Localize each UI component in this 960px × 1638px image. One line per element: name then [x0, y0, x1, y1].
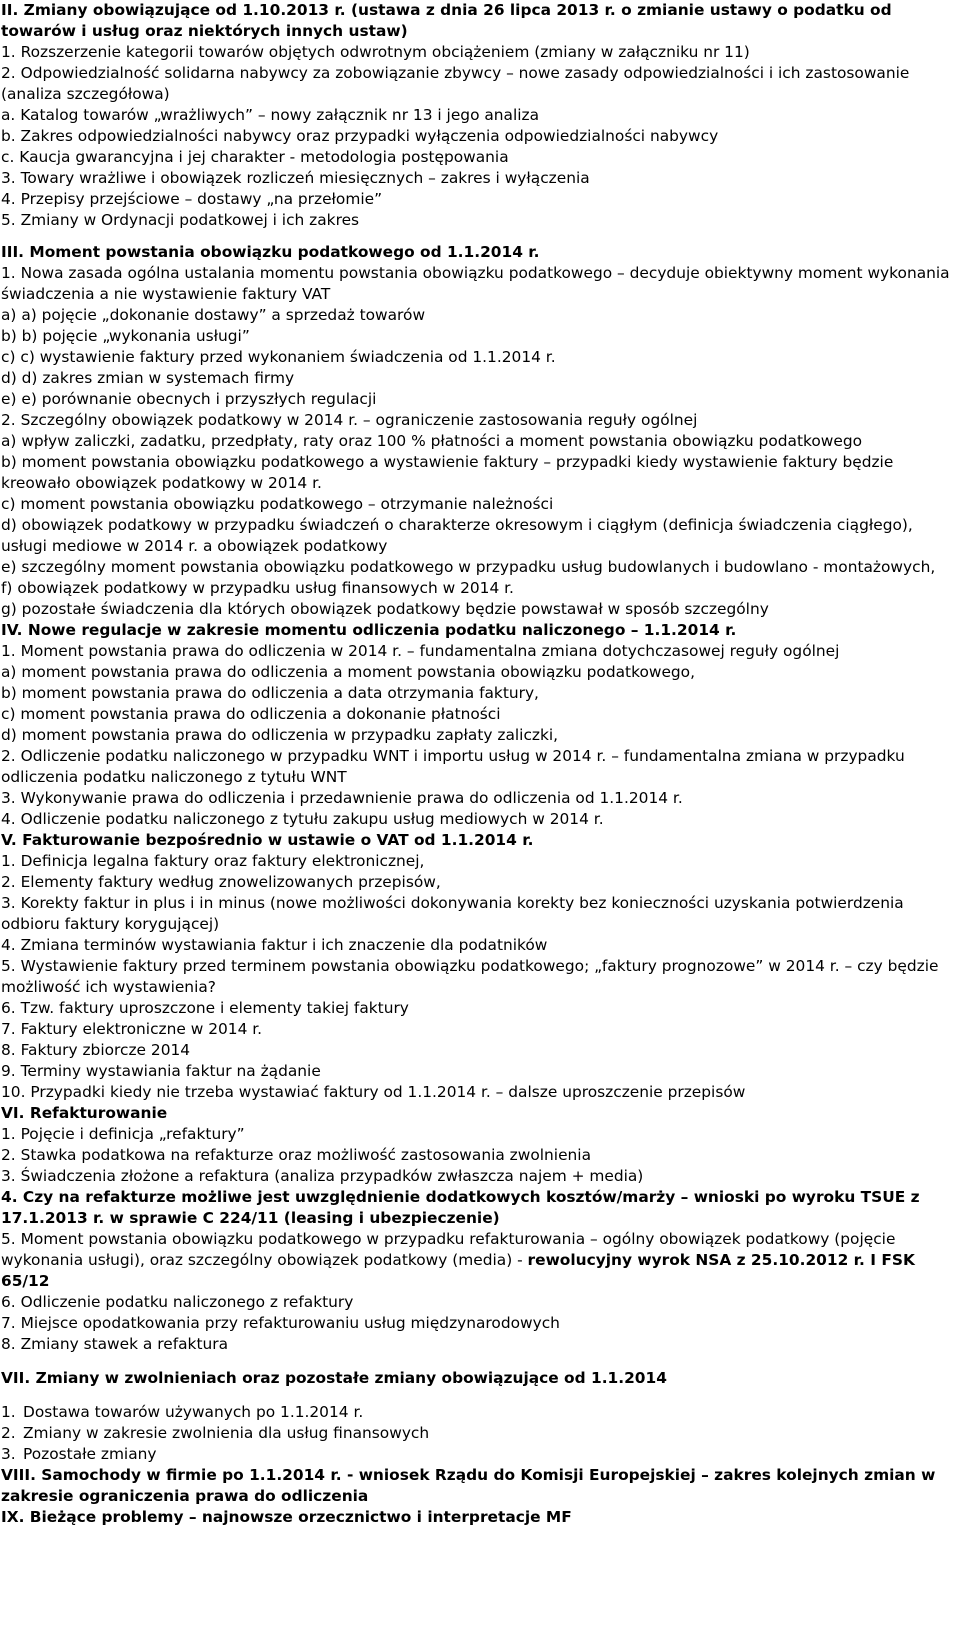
list-item: a) moment powstania prawa do odliczenia a moment powstania obowiązku podatkowego,	[1, 663, 695, 681]
list-item-bold: 4. Czy na refakturze możliwe jest uwzględnienie dodatkowych kosztów/marży – wnioski po wyroku TSUE z 17.1.2013 r. w sprawie C 224/11 (leasing i ubezpieczenie)	[1, 1188, 920, 1227]
list-item: b) moment powstania obowiązku podatkowego a wystawienie faktury – przypadki kiedy wystawienie faktury będzie kreowało obowiązek podatkowy w 2014 r.	[1, 453, 894, 492]
list-item: 8. Zmiany stawek a refaktura	[1, 1335, 229, 1353]
list-item: 4. Zmiana terminów wystawiania faktur i ich znaczenie dla podatników	[1, 936, 548, 954]
list-item: b. Zakres odpowiedzialności nabywcy oraz przypadki wyłączenia odpowiedzialności nabywcy	[1, 127, 719, 145]
list-item: 1. Definicja legalna faktury oraz faktury elektronicznej,	[1, 852, 425, 870]
list-item: c. Kaucja gwarancyjna i jej charakter - metodologia postępowania	[1, 148, 509, 166]
list-item: 5. Zmiany w Ordynacji podatkowej i ich zakres	[1, 211, 360, 229]
section-8-heading: VIII. Samochody w firmie po 1.1.2014 r. - wniosek Rządu do Komisji Europejskiej – zakres kolejnych zmian w zakresie ograniczenia prawa do odliczenia	[1, 1466, 936, 1505]
list-item: f) obowiązek podatkowy w przypadku usług finansowych w 2014 r.	[1, 579, 514, 597]
list-item: 4. Przepisy przejściowe – dostawy „na przełomie”	[1, 190, 383, 208]
numbered-item	[1, 1402, 954, 1423]
list-item-text: 5. Moment powstania obowiązku podatkowego w przypadku refakturowania – ogólny obowiązek podatkowy (pojęcie wykonania usługi), oraz szczególny obowiązek podatkowy (media) -	[1, 1230, 896, 1269]
list-item: c) moment powstania obowiązku podatkowego – otrzymanie należności	[1, 495, 554, 513]
list-item: 2. Odpowiedzialność solidarna nabywcy za zobowiązanie zbywcy – nowe zasady odpowiedzialności i ich zastosowanie (analiza szczegółowa)	[1, 64, 910, 103]
list-item: a. Katalog towarów „wrażliwych” – nowy załącznik nr 13 i jego analiza	[1, 106, 540, 124]
list-item: d) d) zakres zmian w systemach firmy	[1, 369, 295, 387]
list-item: 2. Szczególny obowiązek podatkowy w 2014 r. – ograniczenie zastosowania reguły ogólnej	[1, 411, 698, 429]
spacer	[1, 231, 954, 242]
list-item: 1. Pojęcie i definicja „refaktury”	[1, 1125, 245, 1143]
section-9-heading: IX. Bieżące problemy – najnowsze orzecznictwo i interpretacje MF	[1, 1508, 572, 1526]
list-item: a) wpływ zaliczki, zadatku, przedpłaty, raty oraz 100 % płatności a moment powstania obowiązku podatkowego	[1, 432, 863, 450]
list-item: 3. Świadczenia złożone a refaktura (analiza przypadków zwłaszcza najem + media)	[1, 1167, 644, 1185]
list-item: 7. Faktury elektroniczne w 2014 r.	[1, 1020, 263, 1038]
item-text: Pozostałe zmiany	[23, 1445, 157, 1463]
list-item: a) a) pojęcie „dokonanie dostawy” a sprzedaż towarów	[1, 306, 426, 324]
numbered-item	[1, 1444, 954, 1465]
item-number: 2.	[1, 1424, 16, 1442]
list-item: c) moment powstania prawa do odliczenia a dokonanie płatności	[1, 705, 501, 723]
section-5-heading: V. Fakturowanie bezpośrednio w ustawie o VAT od 1.1.2014 r.	[1, 831, 534, 849]
list-item: 2. Stawka podatkowa na refakturze oraz możliwość zastosowania zwolnienia	[1, 1146, 591, 1164]
list-item: 2. Odliczenie podatku naliczonego w przypadku WNT i importu usług w 2014 r. – fundamentalna zmiana w przypadku odliczenia podatku naliczonego z tytułu WNT	[1, 747, 905, 786]
list-item: 4. Odliczenie podatku naliczonego z tytułu zakupu usług mediowych w 2014 r.	[1, 810, 604, 828]
list-item: 1. Rozszerzenie kategorii towarów objętych odwrotnym obciążeniem (zmiany w załączniku nr 11)	[1, 43, 750, 61]
list-item: b) b) pojęcie „wykonania usługi”	[1, 327, 250, 345]
list-item: 2. Elementy faktury według znowelizowanych przepisów,	[1, 873, 441, 891]
list-item: b) moment powstania prawa do odliczenia a data otrzymania faktury,	[1, 684, 539, 702]
section-3-heading: III. Moment powstania obowiązku podatkowego od 1.1.2014 r.	[1, 243, 540, 261]
court-ruling-reference: rewolucyjny wyrok NSA z 25.10.2012 r. I FSK 65/12	[1, 1251, 915, 1290]
list-item: 3. Towary wrażliwe i obowiązek rozliczeń miesięcznych – zakres i wyłączenia	[1, 169, 590, 187]
list-item: d) moment powstania prawa do odliczenia w przypadku zapłaty zaliczki,	[1, 726, 559, 744]
list-item: 1. Moment powstania prawa do odliczenia w 2014 r. – fundamentalna zmiana dotychczasowej reguły ogólnej	[1, 642, 840, 660]
section-7-heading: VII. Zmiany w zwolnieniach oraz pozostałe zmiany obowiązujące od 1.1.2014	[1, 1369, 667, 1387]
list-item: 6. Tzw. faktury uproszczone i elementy takiej faktury	[1, 999, 409, 1017]
list-item: 8. Faktury zbiorcze 2014	[1, 1041, 191, 1059]
list-item: e) e) porównanie obecnych i przyszłych regulacji	[1, 390, 377, 408]
list-item: 1. Nowa zasada ogólna ustalania momentu powstania obowiązku podatkowego – decyduje obiektywny moment wykonania świadczenia a nie wystawienie faktury VAT	[1, 264, 950, 303]
list-item: g) pozostałe świadczenia dla których obowiązek podatkowy będzie powstawał w sposób szczególny	[1, 600, 769, 618]
section-2-heading: II. Zmiany obowiązujące od 1.10.2013 r. (ustawa z dnia 26 lipca 2013 r. o zmianie ustawy o podatku od towarów i usług oraz niektórych innych ustaw)	[1, 1, 892, 40]
list-item: 3. Wykonywanie prawa do odliczenia i przedawnienie prawa do odliczenia od 1.1.2014 r.	[1, 789, 683, 807]
item-number: 1.	[1, 1403, 16, 1421]
list-item-mixed	[1, 1229, 954, 1292]
list-item: 5. Wystawienie faktury przed terminem powstania obowiązku podatkowego; „faktury prognozowe” w 2014 r. – czy będzie możliwość ich wystawienia?	[1, 957, 939, 996]
list-item: 9. Terminy wystawiania faktur na żądanie	[1, 1062, 321, 1080]
list-item: e) szczególny moment powstania obowiązku podatkowego w przypadku usług budowlanych i budowlano - montażowych,	[1, 558, 936, 576]
list-item: 10. Przypadki kiedy nie trzeba wystawiać faktury od 1.1.2014 r. – dalsze uproszczenie przepisów	[1, 1083, 746, 1101]
spacer	[1, 1355, 954, 1368]
section-4-heading: IV. Nowe regulacje w zakresie momentu odliczenia podatku naliczonego – 1.1.2014 r.	[1, 621, 737, 639]
numbered-item	[1, 1423, 954, 1444]
item-number: 3.	[1, 1445, 16, 1463]
list-item: c) c) wystawienie faktury przed wykonaniem świadczenia od 1.1.2014 r.	[1, 348, 556, 366]
section-6-heading: VI. Refakturowanie	[1, 1104, 168, 1122]
list-item: 6. Odliczenie podatku naliczonego z refaktury	[1, 1293, 354, 1311]
list-item: d) obowiązek podatkowy w przypadku świadczeń o charakterze okresowym i ciągłym (definicja świadczenia ciągłego), usługi mediowe w 2014 r. a obowiązek podatkowy	[1, 516, 913, 555]
list-item: 3. Korekty faktur in plus i in minus (nowe możliwości dokonywania korekty bez konieczności uzyskania potwierdzenia odbioru faktury korygującej)	[1, 894, 904, 933]
list-item: 7. Miejsce opodatkowania przy refakturowaniu usług międzynarodowych	[1, 1314, 560, 1332]
item-text: Dostawa towarów używanych po 1.1.2014 r.	[23, 1403, 364, 1421]
spacer	[1, 1389, 954, 1402]
item-text: Zmiany w zakresie zwolnienia dla usług finansowych	[23, 1424, 430, 1442]
